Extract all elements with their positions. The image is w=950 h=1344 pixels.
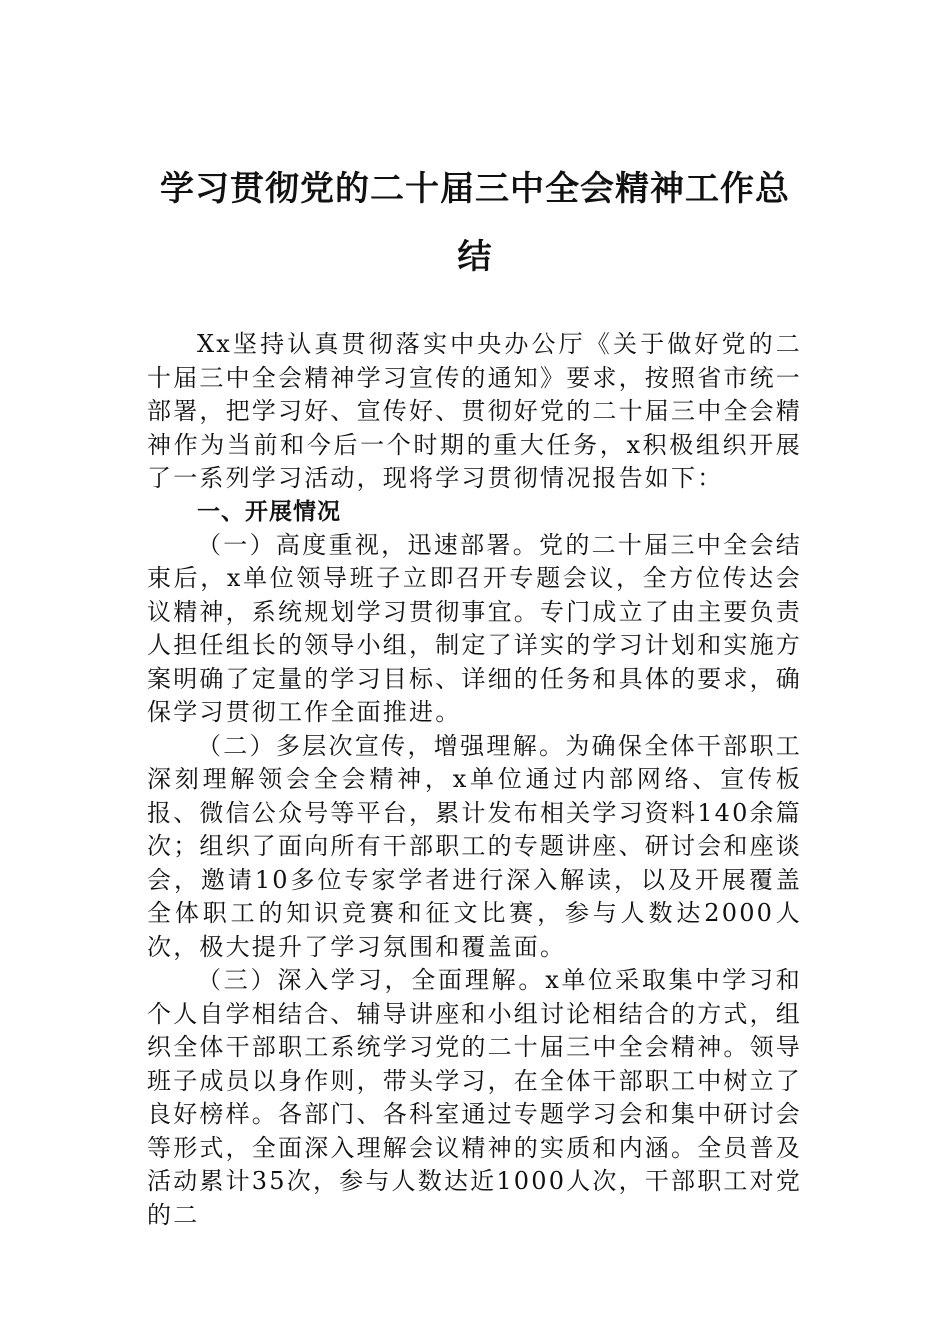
- section-heading-1: 一、开展情况: [197, 498, 341, 525]
- paragraph-3: （三）深入学习，全面理解。x单位采取集中学习和个人自学相结合、辅导讲座和小组讨论相结合的方式，组织全体干部职工系统学习党的二十届三中全会精神。领导班子成员以身作则，带头学习，在全体干部职工中树立了良好榜样。各部门、各科室通过专题学习会和集中研讨会等形式，全面深入理解会议精神的实质和内涵。全员普及活动累计35次，参与人数达近1000人次，干部职工对党的二: [147, 966, 803, 1229]
- document-title: 学习贯彻党的二十届三中全会精神工作总结: [160, 169, 790, 277]
- paragraph-2: （二）多层次宣传，增强理解。为确保全体干部职工深刻理解领会全会精神，x单位通过内部网络、宣传板报、微信公众号等平台，累计发布相关学习资料140余篇次；组织了面向所有干部职工的专题讲座、研讨会和座谈会，邀请10多位专家学者进行深入解读，以及开展覆盖全体职工的知识竞赛和征文比赛，参与人数达2000人次，极大提升了学习氛围和覆盖面。: [147, 731, 803, 961]
- intro-paragraph: Xx坚持认真贯彻落实中央办公厅《关于做好党的二十届三中全会精神学习宣传的通知》要求，按照省市统一部署，把学习好、宣传好、贯彻好党的二十届三中全会精神作为当前和今后一个时期的重大任务，x积极组织开展了一系列学习活动，现将学习贯彻情况报告如下：: [147, 330, 802, 492]
- paragraph-1: （一）高度重视，迅速部署。党的二十届三中全会结束后，x单位领导班子立即召开专题会议，全方位传达会议精神，系统规划学习贯彻事宜。专门成立了由主要负责人担任组长的领导小组，制定了详实的学习计划和实施方案明确了定量的学习目标、详细的任务和具体的要求，确保学习贯彻工作全面推进。: [147, 530, 802, 726]
- document-body: [147, 328, 802, 1232]
